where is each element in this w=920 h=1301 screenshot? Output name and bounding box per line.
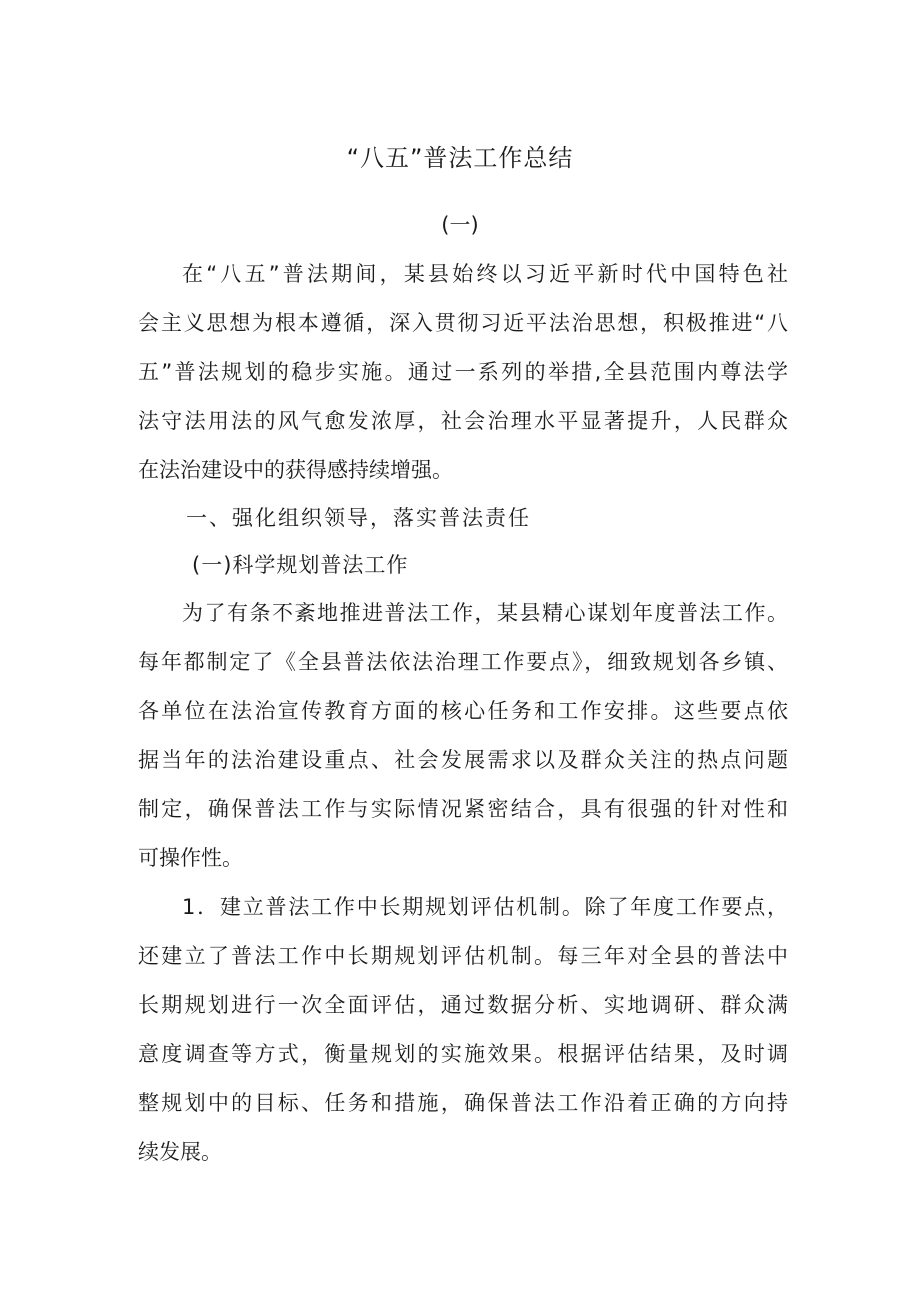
intro-line-2: 会主义思想为根本遵循，深入贯彻习近平法治思想，积极推进“八 bbox=[138, 311, 788, 335]
para3-line-6: 续发展。 bbox=[138, 1140, 222, 1164]
para2-line-6: 可操作性。 bbox=[138, 846, 243, 870]
para2-line-5: 制定，确保普法工作与实际情况紧密结合，具有很强的针对性和 bbox=[138, 797, 788, 821]
heading-level-2: (一)科学规划普法工作 bbox=[192, 553, 409, 577]
para2-line-4: 据当年的法治建设重点、社会发展需求以及群众关注的热点问题 bbox=[138, 748, 788, 772]
para3-line-2: 还建立了普法工作中长期规划评估机制。每三年对全县的普法中 bbox=[138, 944, 788, 968]
intro-line-5: 在法治建设中的获得感持续增强。 bbox=[138, 458, 453, 482]
para2-line-1: 为了有条不紊地推进普法工作，某县精心谋划年度普法工作。 bbox=[182, 601, 788, 625]
section-number: (一) bbox=[441, 213, 479, 237]
document-title: “八五”普法工作总结 bbox=[346, 144, 574, 172]
para2-line-3: 各单位在法治宣传教育方面的核心任务和工作安排。这些要点依 bbox=[138, 699, 788, 723]
intro-line-4: 法守法用法的风气愈发浓厚，社会治理水平显著提升，人民群众 bbox=[138, 409, 788, 433]
para2-line-2: 每年都制定了《全县普法依法治理工作要点》，细致规划各乡镇、 bbox=[138, 650, 788, 674]
para3-line-5: 整规划中的目标、任务和措施，确保普法工作沿着正确的方向持 bbox=[138, 1091, 788, 1115]
para3-line-1: 1．建立普法工作中长期规划评估机制。除了年度工作要点， bbox=[182, 895, 788, 919]
intro-line-1: 在“八五”普法期间，某县始终以习近平新时代中国特色社 bbox=[182, 262, 788, 286]
intro-line-3: 五”普法规划的稳步实施。通过一系列的举措,全县范围内尊法学 bbox=[138, 360, 788, 384]
para3-line-4: 意度调查等方式，衡量规划的实施效果。根据评估结果，及时调 bbox=[138, 1042, 788, 1066]
para3-line-3: 长期规划进行一次全面评估，通过数据分析、实地调研、群众满 bbox=[138, 993, 788, 1017]
heading-level-1: 一、强化组织领导，落实普法责任 bbox=[186, 506, 531, 530]
